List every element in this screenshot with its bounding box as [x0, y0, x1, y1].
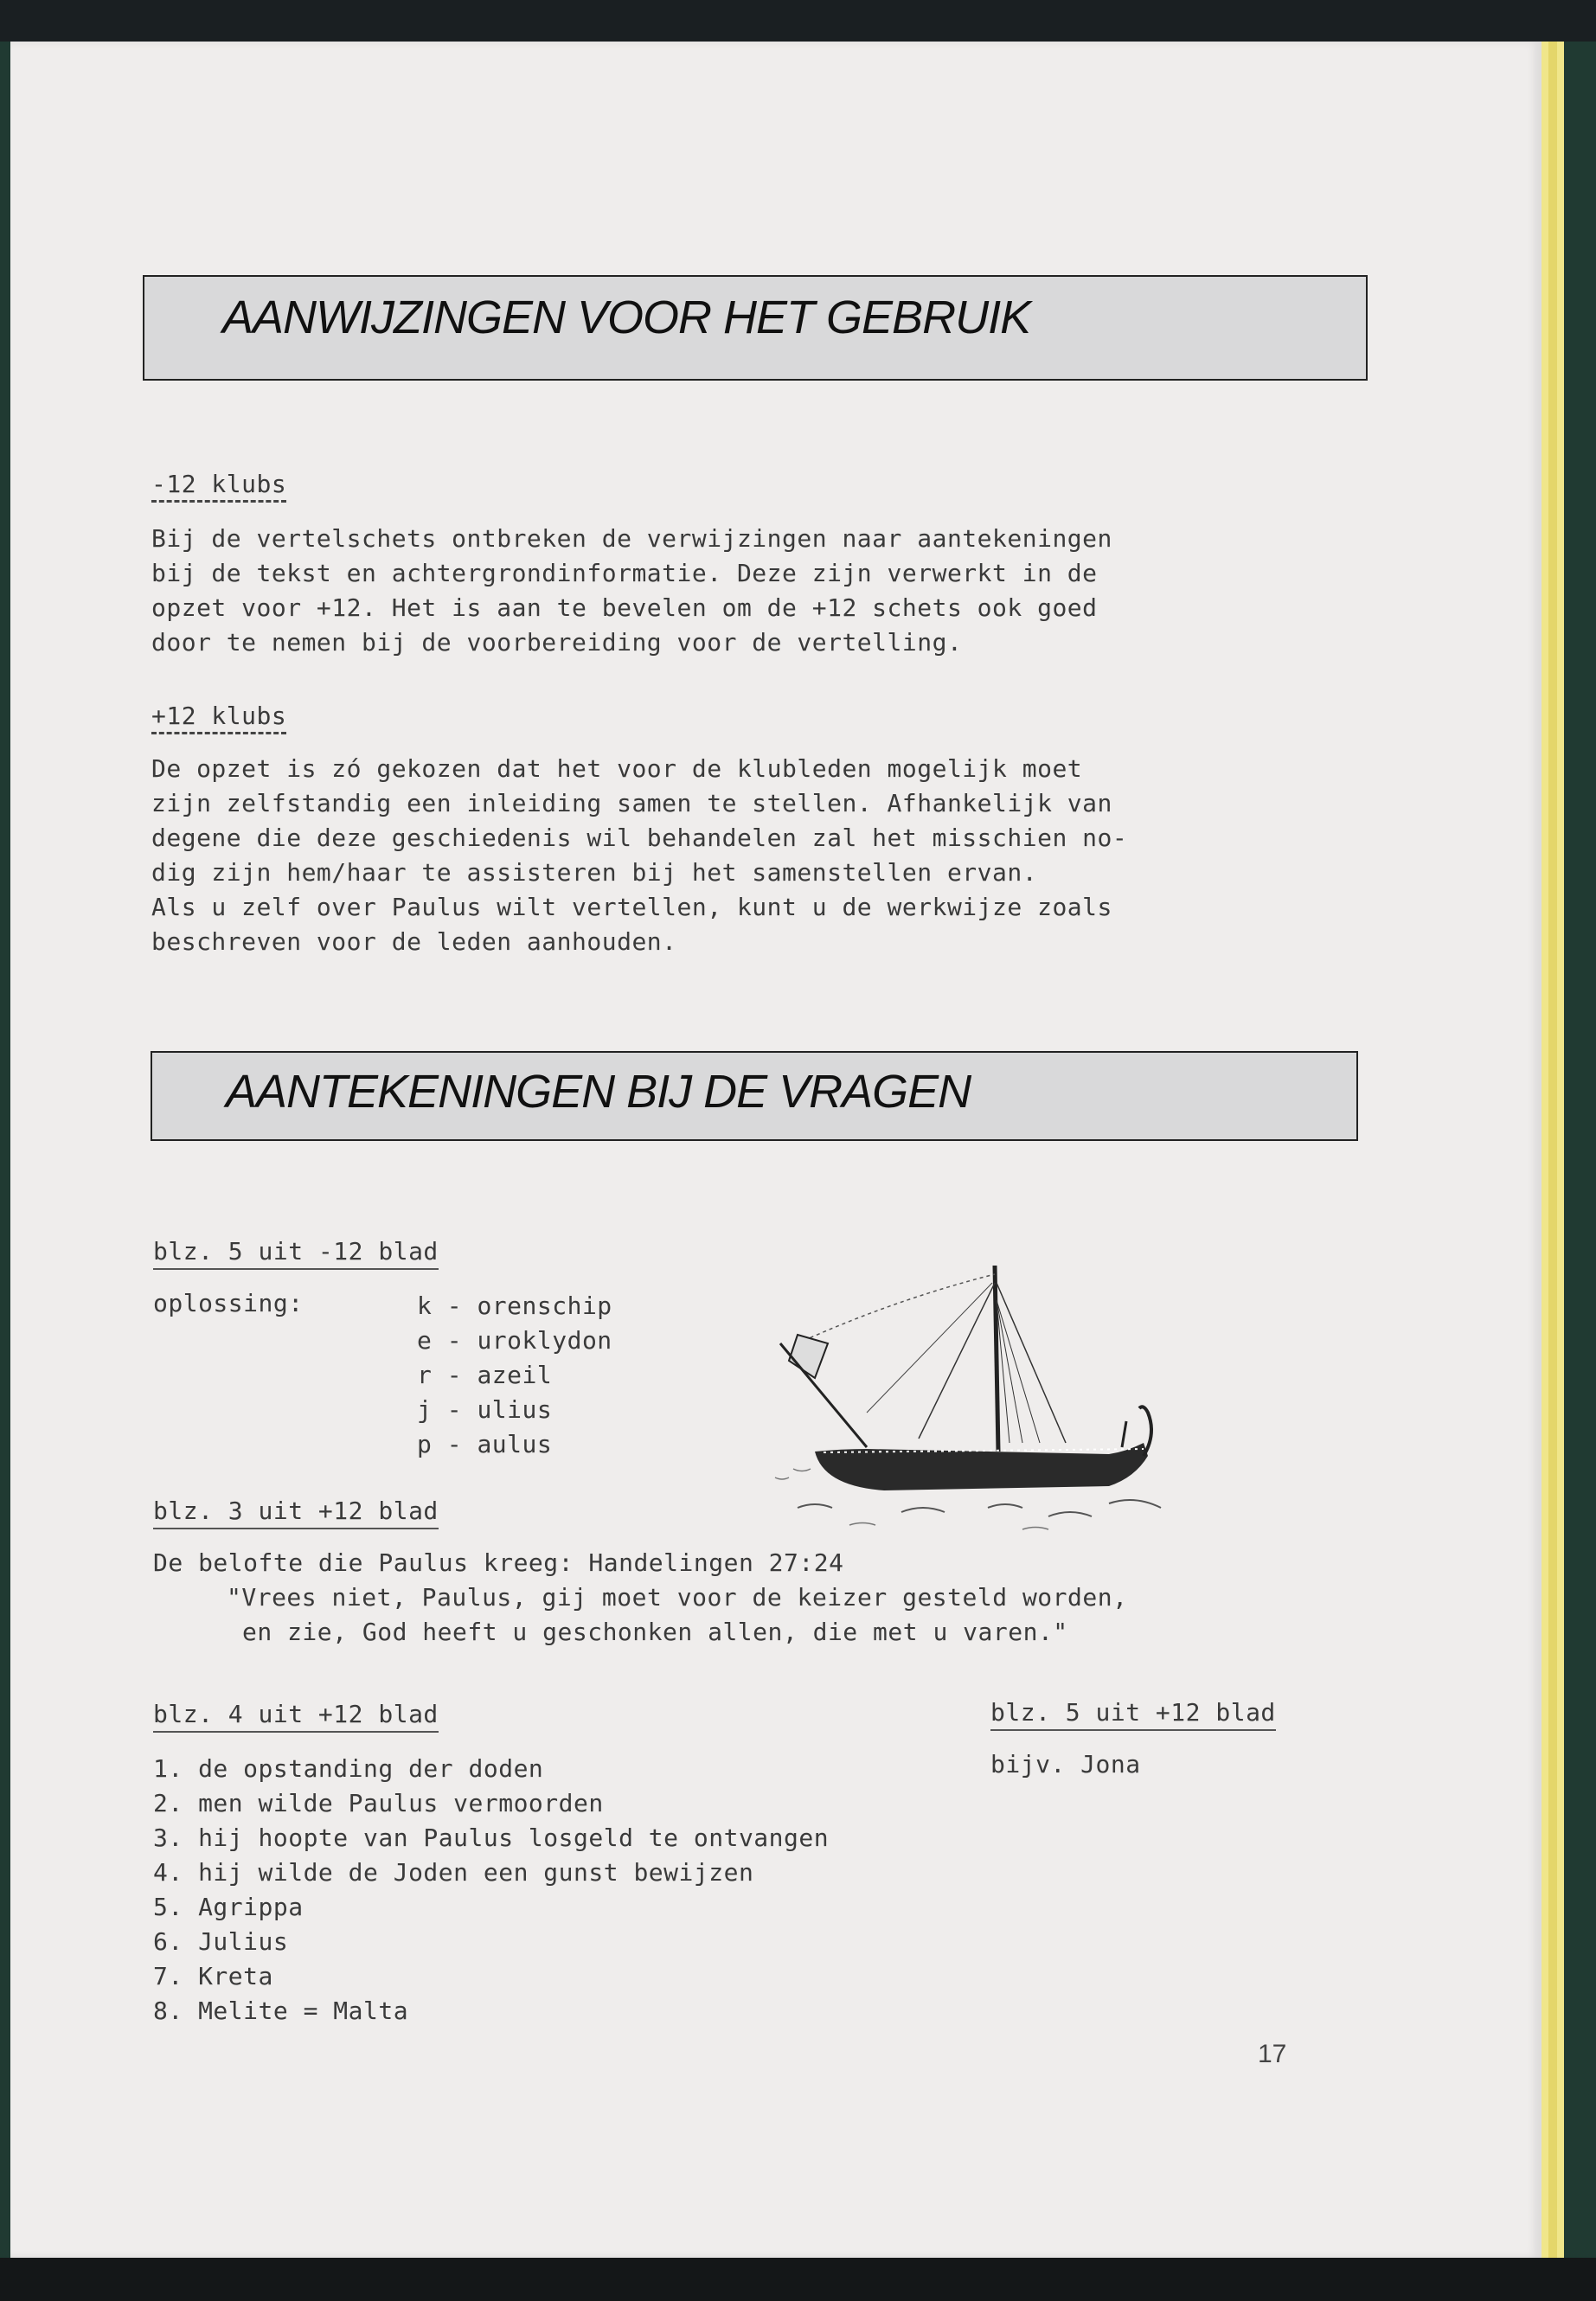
paragraph-minus12: [151, 522, 1112, 660]
text-line: degene die deze geschiedenis wil behandelen zal het misschien no-: [151, 824, 1128, 852]
heading-blz3-plus12: blz. 3 uit +12 blad: [153, 1497, 439, 1529]
list-item: 5. Agrippa: [153, 1893, 304, 1921]
text-line: De opzet is zó gekozen dat het voor de klubleden mogelijk moet: [151, 754, 1083, 783]
quote-line: "Vrees niet, Paulus, gij moet voor de keizer gesteld worden,: [227, 1583, 1128, 1612]
text-line: bij de tekst en achtergrondinformatie. Deze zijn verwerkt in de: [151, 559, 1098, 587]
page-number: 17: [1258, 2040, 1287, 2068]
heading-blz4-plus12: blz. 4 uit +12 blad: [153, 1700, 439, 1733]
heading-minus12: -12 klubs: [151, 470, 286, 503]
text-line: dig zijn hem/haar te assisteren bij het samenstellen ervan.: [151, 858, 1038, 887]
bottom-background: [0, 2258, 1596, 2301]
quote-line: en zie, God heeft u geschonken allen, die met u varen.": [242, 1618, 1068, 1646]
solution-row: r - azeil: [417, 1361, 553, 1389]
blz5-answer: bijv. Jona: [990, 1750, 1141, 1779]
section-title-notes: AANTEKENINGEN BIJ DE VRAGEN: [226, 1066, 971, 1118]
list-item: 4. hij wilde de Joden een gunst bewijzen: [153, 1858, 754, 1887]
list-item: 8. Melite = Malta: [153, 1997, 409, 2025]
list-item: 7. Kreta: [153, 1962, 273, 1990]
solution-list: [417, 1289, 612, 1462]
list-item: 1. de opstanding der doden: [153, 1754, 544, 1783]
text-line: Als u zelf over Paulus wilt vertellen, kunt u de werkwijze zoals: [151, 893, 1112, 921]
ship-illustration: [763, 1248, 1195, 1542]
solution-row: e - uroklydon: [417, 1326, 612, 1355]
paragraph-plus12: [151, 752, 1127, 959]
text-line: opzet voor +12. Het is aan te bevelen om de +12 schets ook goed: [151, 593, 1098, 622]
list-item: 3. hij hoopte van Paulus losgeld te ontvangen: [153, 1823, 830, 1852]
heading-plus12: +12 klubs: [151, 702, 286, 734]
text-line: Bij de vertelschets ontbreken de verwijzingen naar aantekeningen: [151, 524, 1112, 553]
document-page: [10, 42, 1542, 2258]
top-background: [0, 0, 1596, 42]
solution-row: k - orenschip: [417, 1292, 612, 1320]
text-line: zijn zelfstandig een inleiding samen te stellen. Afhankelijk van: [151, 789, 1112, 817]
heading-blz5-plus12: blz. 5 uit +12 blad: [990, 1698, 1276, 1731]
list-item: 2. men wilde Paulus vermoorden: [153, 1789, 604, 1817]
page-edge-inner: [1548, 42, 1557, 2258]
text-line: beschreven voor de leden aanhouden.: [151, 927, 677, 956]
text-line: door te nemen bij de voorbereiding voor de vertelling.: [151, 628, 963, 657]
heading-blz5-minus12: blz. 5 uit -12 blad: [153, 1237, 439, 1270]
section-banner-usage: [143, 275, 1368, 381]
solution-label: oplossing:: [153, 1289, 304, 1317]
solution-row: p - aulus: [417, 1430, 553, 1458]
section-banner-notes: [151, 1051, 1358, 1141]
quote-intro: De belofte die Paulus kreeg: Handelingen 27:24: [153, 1548, 844, 1577]
answer-list: [153, 1752, 829, 2029]
list-item: 6. Julius: [153, 1927, 289, 1956]
section-title-usage: AANWIJZINGEN VOOR HET GEBRUIK: [222, 292, 1031, 343]
solution-row: j - ulius: [417, 1395, 553, 1424]
